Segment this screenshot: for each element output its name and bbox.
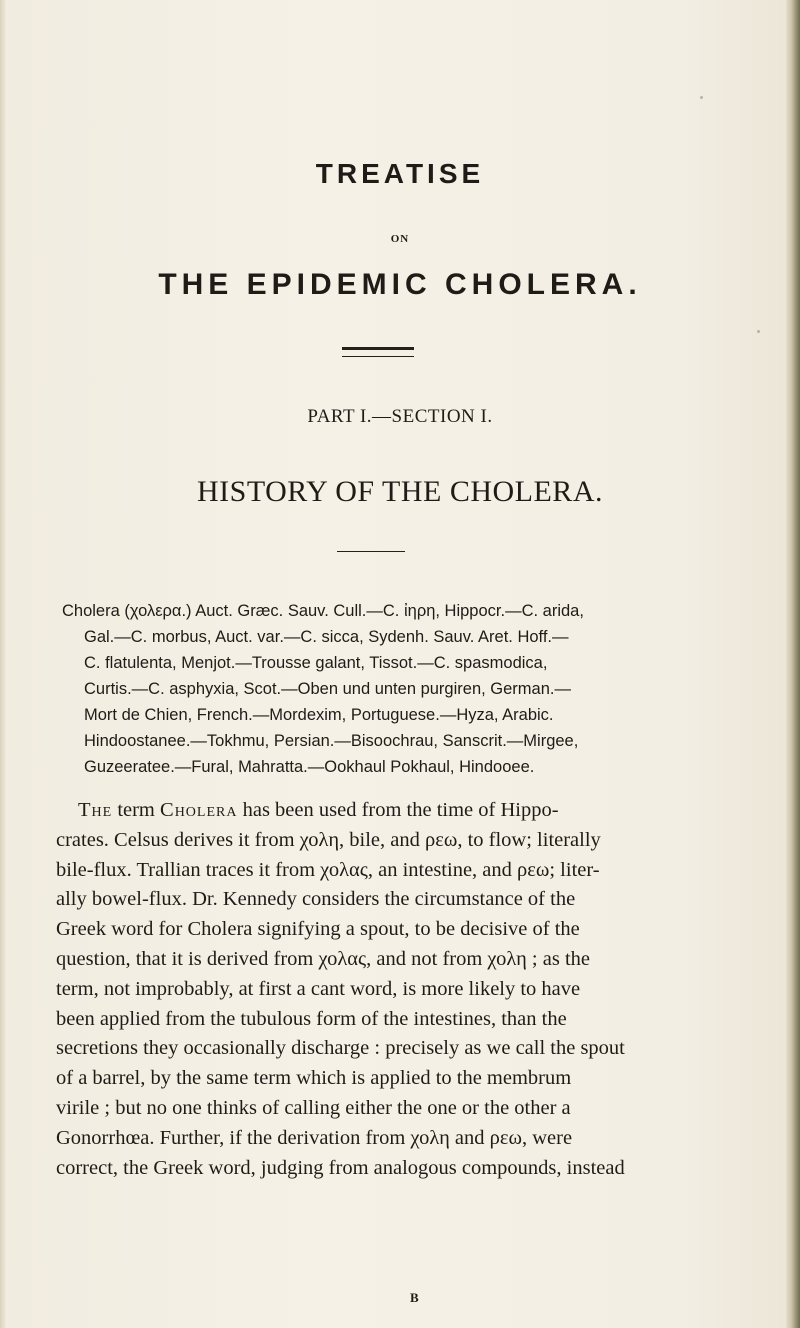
synonym-line: Guzeeratee.—Fural, Mahratta.—Ookhaul Pokhaul, Hindooee.: [84, 758, 535, 776]
section-heading: HISTORY OF THE CHOLERA.: [197, 475, 603, 508]
body-line: correct, the Greek word, judging from analogous compounds, instead: [56, 1156, 625, 1179]
opening-term: Cholera: [160, 799, 238, 821]
body-line: of a barrel, by the same term which is applied to the membrum: [56, 1067, 572, 1090]
body-line: ally bowel-flux. Dr. Kennedy considers the circumstance of the: [56, 888, 576, 911]
synonyms-paragraph: [62, 598, 762, 780]
body-line: been applied from the tubulous form of the intestines, than the: [56, 1007, 567, 1030]
body-line: question, that it is derived from χολας, and not from χολη ; as the: [56, 947, 591, 970]
synonym-line: Hindoostanee.—Tokhmu, Persian.—Bisoochrau, Sanscrit.—Mirgee,: [84, 732, 579, 750]
body-line: bile-flux. Trallian traces it from χολας, an intestine, and ρεω; liter-: [56, 858, 600, 881]
synonym-line: Mort de Chien, French.—Mordexim, Portuguese.—Hyza, Arabic.: [84, 706, 554, 724]
body-line: crates. Celsus derives it from χολη, bile, and ρεω, to flow; literally: [56, 828, 601, 851]
page-gutter-shadow: [0, 0, 6, 1328]
body-line: term, not improbably, at first a cant word, is more likely to have: [56, 977, 581, 1000]
paper-speck: [757, 330, 760, 333]
body-line: Greek word for Cholera signifying a spout, to be decisive of the: [56, 918, 580, 941]
title-subtitle: THE EPIDEMIC CHOLERA.: [158, 268, 642, 301]
synonym-line: Cholera (χολερα.) Auct. Græc. Sauv. Cull.—C. ἰηρη, Hippocr.—C. arida,: [62, 602, 584, 620]
synonym-line: Curtis.—C. asphyxia, Scot.—Oben und unten purgiren, German.—: [84, 680, 571, 698]
synonym-line: Gal.—C. morbus, Auct. var.—C. sicca, Sydenh. Sauv. Aret. Hoff.—: [84, 628, 569, 646]
body-line: secretions they occasionally discharge : precisely as we call the spout: [56, 1037, 625, 1060]
page-edge-shadow: [786, 0, 800, 1328]
part-heading: PART I.—SECTION I.: [307, 406, 493, 427]
synonym-line: C. flatulenta, Menjot.—Trousse galant, Tissot.—C. spasmodica,: [84, 654, 548, 672]
opening-rest: has been used from the time of Hippo-: [242, 799, 559, 821]
double-rule-divider: [342, 347, 414, 357]
body-paragraph: [56, 796, 768, 1183]
opening-word: The: [78, 799, 113, 821]
body-first-line: The term Cholera has been used from the time of Hippo-: [78, 799, 559, 821]
title-main: TREATISE: [315, 158, 485, 189]
printer-signature-mark: B: [410, 1290, 419, 1305]
body-line: Gonorrhœa. Further, if the derivation from χολη and ρεω, were: [56, 1126, 573, 1149]
single-rule-divider: [337, 551, 405, 552]
body-line: virile ; but no one thinks of calling either the one or the other a: [56, 1096, 571, 1119]
title-connector: ON: [390, 233, 410, 245]
paper-speck: [700, 96, 703, 99]
